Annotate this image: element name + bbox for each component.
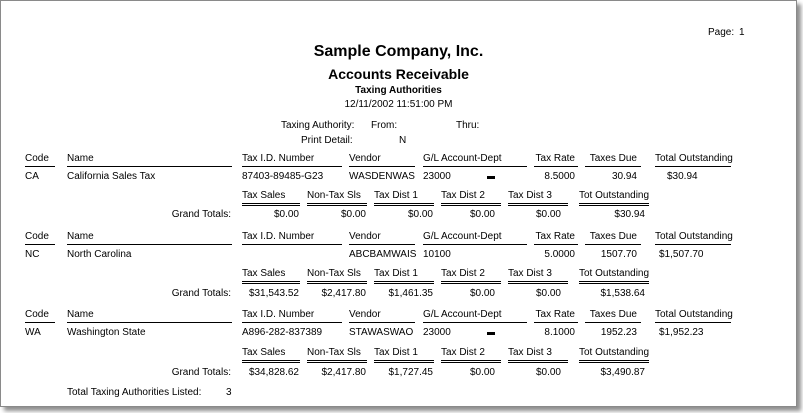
header-underline (655, 244, 731, 245)
grand-totals-label: Grand Totals: (171, 367, 231, 378)
header-underline (534, 166, 578, 167)
header-underline (585, 166, 641, 167)
authority-tax-id: 87403-89485-G23 (242, 171, 324, 182)
summary-double-underline (307, 281, 367, 284)
total-dist3: $0.00 (535, 288, 561, 299)
col-vendor-header: Vendor (349, 153, 381, 164)
authority-code: WA (25, 327, 41, 338)
header-underline (25, 166, 55, 167)
authority-total-outstanding: $1,952.23 (659, 327, 704, 338)
summary-double-underline (374, 360, 434, 363)
header-underline (655, 322, 731, 323)
authority-total-outstanding: $30.94 (667, 171, 698, 182)
summary-double-underline (307, 360, 367, 363)
col-rate-header: Tax Rate (535, 153, 575, 164)
col-dist2-header: Tax Dist 2 (441, 268, 485, 279)
total-dist3: $0.00 (535, 209, 561, 220)
from-label: From: (371, 120, 398, 131)
summary-double-underline (579, 203, 649, 206)
gl-dept-dash (487, 176, 495, 179)
total-dist1: $1,461.35 (388, 288, 433, 299)
authority-taxes-due: 30.94 (611, 171, 637, 182)
col-name-header: Name (67, 153, 94, 164)
authority-gl: 10100 (423, 249, 451, 260)
page-label: Page: (708, 27, 735, 38)
header-underline (349, 166, 415, 167)
col-dist3-header: Tax Dist 3 (508, 268, 552, 279)
header-underline (349, 244, 415, 245)
company-name: Sample Company, Inc. (313, 43, 484, 60)
col-dist2-header: Tax Dist 2 (441, 190, 485, 201)
col-dist3-header: Tax Dist 3 (508, 347, 552, 358)
summary-double-underline (242, 360, 300, 363)
authority-rate: 5.0000 (544, 249, 575, 260)
summary-double-underline (508, 281, 568, 284)
header-underline (25, 322, 55, 323)
authority-gl: 23000 (423, 171, 451, 182)
authority-taxes-due: 1952.23 (600, 327, 637, 338)
col-gl-header: G/L Account-Dept (423, 309, 502, 320)
authority-name: California Sales Tax (67, 171, 156, 182)
summary-double-underline (579, 360, 649, 363)
header-underline (25, 244, 55, 245)
authority-code: NC (25, 249, 40, 260)
col-gl-header: G/L Account-Dept (423, 231, 502, 242)
col-taxid-header: Tax I.D. Number (242, 231, 315, 242)
authority-rate: 8.1000 (544, 327, 575, 338)
col-vendor-header: Vendor (349, 309, 381, 320)
col-code-header: Code (25, 309, 49, 320)
total-authorities-count: 3 (226, 387, 232, 398)
col-taxid-header: Tax I.D. Number (242, 309, 315, 320)
col-tot-outstanding-header: Tot Outstanding (579, 347, 650, 358)
col-vendor-header: Vendor (349, 231, 381, 242)
authority-name: Washington State (67, 327, 146, 338)
header-underline (67, 322, 232, 323)
thru-label: Thru: (456, 120, 480, 131)
summary-double-underline (441, 281, 501, 284)
authority-vendor: ABCBAMWAIS (349, 249, 417, 260)
col-gl-header: G/L Account-Dept (423, 153, 502, 164)
col-tax-sales-header: Tax Sales (242, 268, 286, 279)
col-tax-sales-header: Tax Sales (242, 190, 286, 201)
header-underline (423, 166, 527, 167)
col-total-header: Total Outstanding (655, 153, 733, 164)
authority-taxes-due: 1507.70 (600, 249, 637, 260)
total-tax-sales: $0.00 (273, 209, 299, 220)
header-underline (242, 166, 342, 167)
col-tot-outstanding-header: Tot Outstanding (579, 190, 650, 201)
col-tot-outstanding-header: Tot Outstanding (579, 268, 650, 279)
col-name-header: Name (67, 231, 94, 242)
authority-gl: 23000 (423, 327, 451, 338)
summary-double-underline (441, 203, 501, 206)
total-dist2: $0.00 (469, 209, 495, 220)
grand-totals-label: Grand Totals: (171, 288, 231, 299)
header-underline (423, 244, 527, 245)
summary-double-underline (374, 281, 434, 284)
header-underline (534, 322, 578, 323)
col-code-header: Code (25, 153, 49, 164)
total-tax-sales: $34,828.62 (248, 367, 299, 378)
report-subtitle: Taxing Authorities (355, 85, 442, 96)
header-underline (534, 244, 578, 245)
col-taxid-header: Tax I.D. Number (242, 153, 315, 164)
total-dist1: $1,727.45 (388, 367, 433, 378)
col-rate-header: Tax Rate (535, 231, 575, 242)
total-outstanding: $30.94 (614, 209, 645, 220)
report-datetime: 12/11/2002 11:51:00 PM (344, 99, 453, 110)
col-due-header: Taxes Due (589, 309, 637, 320)
authority-rate: 8.5000 (544, 171, 575, 182)
summary-double-underline (307, 203, 367, 206)
col-dist3-header: Tax Dist 3 (508, 190, 552, 201)
col-code-header: Code (25, 231, 49, 242)
authority-vendor: WASDENWAS (349, 171, 415, 182)
authority-code: CA (25, 171, 39, 182)
col-dist1-header: Tax Dist 1 (374, 190, 418, 201)
total-dist3: $0.00 (535, 367, 561, 378)
print-detail-label: Print Detail: (301, 135, 353, 146)
authority-name: North Carolina (67, 249, 132, 260)
print-detail-value: N (399, 135, 407, 146)
col-non-tax-header: Non-Tax Sls (307, 268, 361, 279)
col-dist1-header: Tax Dist 1 (374, 347, 418, 358)
total-non-tax: $2,417.80 (321, 367, 366, 378)
col-due-header: Taxes Due (589, 153, 637, 164)
col-dist1-header: Tax Dist 1 (374, 268, 418, 279)
header-underline (67, 166, 232, 167)
authority-tax-id: A896-282-837389 (242, 327, 323, 338)
col-total-header: Total Outstanding (655, 309, 733, 320)
summary-double-underline (242, 281, 300, 284)
col-non-tax-header: Non-Tax Sls (307, 347, 361, 358)
total-authorities-label: Total Taxing Authorities Listed: (67, 387, 202, 398)
total-outstanding: $1,538.64 (600, 288, 645, 299)
header-underline (242, 322, 342, 323)
col-tax-sales-header: Tax Sales (242, 347, 286, 358)
summary-double-underline (508, 360, 568, 363)
header-underline (423, 322, 527, 323)
summary-double-underline (374, 203, 434, 206)
page-number: 1 (739, 27, 745, 38)
total-tax-sales: $31,543.52 (248, 288, 299, 299)
summary-double-underline (242, 203, 300, 206)
total-dist2: $0.00 (469, 288, 495, 299)
header-underline (349, 322, 415, 323)
taxing-authority-label: Taxing Authority: (281, 120, 355, 131)
header-underline (242, 244, 342, 245)
summary-double-underline (441, 360, 501, 363)
authority-vendor: STAWASWAO (349, 327, 414, 338)
col-total-header: Total Outstanding (655, 231, 733, 242)
authority-total-outstanding: $1,507.70 (659, 249, 704, 260)
header-underline (655, 166, 731, 167)
header-underline (67, 244, 232, 245)
col-due-header: Taxes Due (589, 231, 637, 242)
total-non-tax: $0.00 (340, 209, 366, 220)
grand-totals-label: Grand Totals: (171, 209, 231, 220)
total-outstanding: $3,490.87 (600, 367, 645, 378)
col-name-header: Name (67, 309, 94, 320)
total-dist2: $0.00 (469, 367, 495, 378)
col-non-tax-header: Non-Tax Sls (307, 190, 361, 201)
header-underline (585, 244, 641, 245)
report-title: Accounts Receivable (328, 66, 469, 82)
header-underline (585, 322, 641, 323)
summary-double-underline (579, 281, 649, 284)
gl-dept-dash (487, 332, 495, 335)
total-non-tax: $2,417.80 (321, 288, 366, 299)
total-dist1: $0.00 (407, 209, 433, 220)
col-rate-header: Tax Rate (535, 309, 575, 320)
col-dist2-header: Tax Dist 2 (441, 347, 485, 358)
summary-double-underline (508, 203, 568, 206)
